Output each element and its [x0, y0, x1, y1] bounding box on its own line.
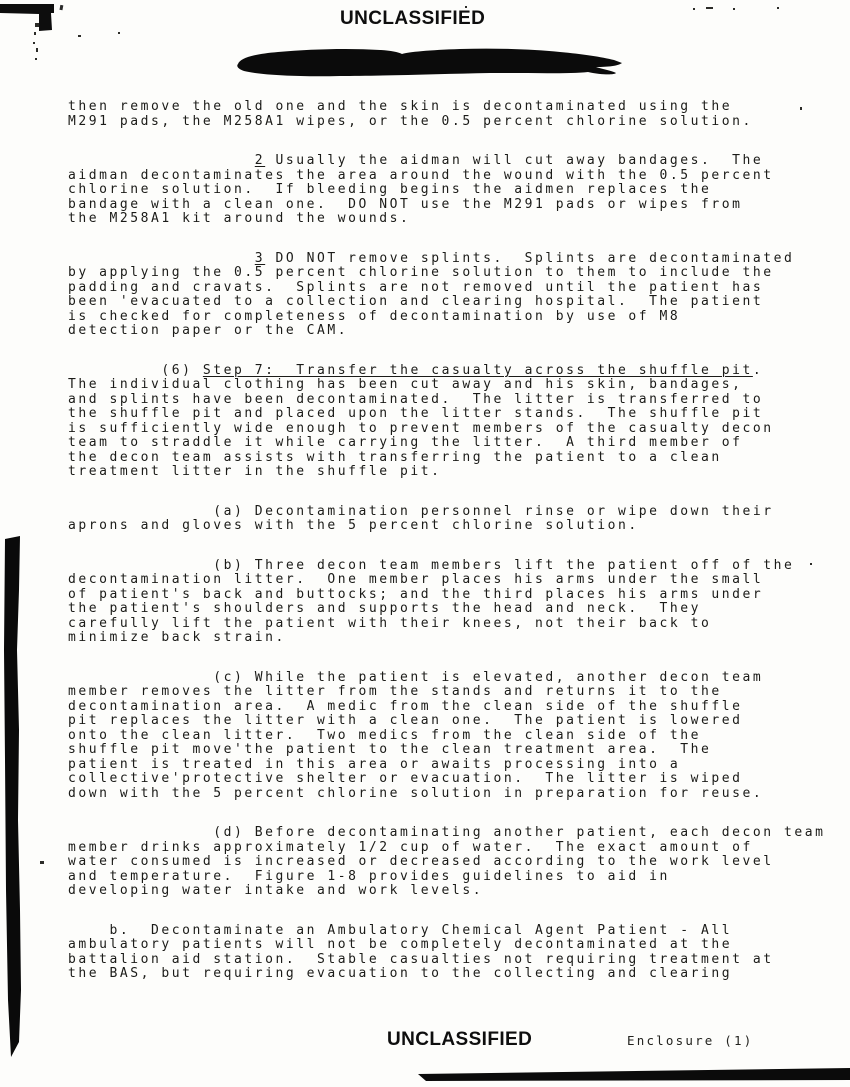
- text-segment: (6): [68, 362, 203, 378]
- text-line: [68, 841, 848, 856]
- text-segment: (b) Three decon team members lift the patient off of the: [68, 557, 795, 573]
- text-line: [68, 378, 848, 393]
- text-segment: b. Decontaminate an Ambulatory Chemical Agent Patient - All: [68, 922, 733, 938]
- text-segment: member removes the litter from the stands and returns it to the: [68, 684, 722, 699]
- text-line: [68, 967, 848, 982]
- text-line: [68, 631, 848, 646]
- text-line: [68, 281, 848, 296]
- text-segment: onto the clean litter. Two medics from the clean side of the: [68, 727, 701, 743]
- text-line: [68, 729, 848, 744]
- underlined-text: 2: [254, 153, 266, 168]
- paragraph: [68, 924, 848, 982]
- scan-speck: [35, 58, 37, 60]
- text-segment: is sufficiently wide enough to prevent members of the casualty decon: [68, 420, 774, 436]
- text-line: [68, 183, 848, 198]
- text-line: [68, 758, 848, 773]
- text-line: [68, 364, 848, 379]
- text-line: [68, 573, 848, 588]
- scan-speck: [777, 7, 779, 9]
- text-line: [68, 588, 848, 603]
- text-line: [68, 252, 848, 267]
- text-segment: shuffle pit move'the patient to the clean treatment area. The: [68, 742, 712, 757]
- text-segment: the shuffle pit and placed upon the litter stands. The shuffle pit: [68, 406, 764, 421]
- paragraph: [68, 559, 848, 646]
- scan-speck: [733, 8, 735, 10]
- text-line: [68, 826, 848, 841]
- text-line: [68, 393, 848, 408]
- paragraph: [68, 100, 848, 129]
- text-line: [68, 505, 848, 520]
- text-line: [68, 787, 848, 802]
- text-line: [68, 772, 848, 787]
- paragraph: [68, 671, 848, 802]
- text-line: [68, 100, 848, 115]
- text-segment: battalion aid station. Stable casualties not requiring treatment at: [68, 951, 774, 967]
- footer-classification-banner: UNCLASSIFIED: [387, 1029, 533, 1050]
- text-line: [68, 953, 848, 968]
- text-segment: decontamination litter. One member places his arms under the small: [68, 572, 764, 587]
- paragraph: [68, 505, 848, 534]
- text-segment: padding and cravats. Splints are not removed until the patient has: [68, 279, 764, 295]
- text-line: [68, 324, 848, 339]
- text-segment: aidman decontaminates the area around the wound with the 0.5 percent: [68, 167, 774, 183]
- text-line: [68, 295, 848, 310]
- text-segment: The individual clothing has been cut away and his skin, bandages,: [68, 377, 743, 392]
- underlined-text: 3: [254, 250, 266, 266]
- text-line: [68, 938, 848, 953]
- text-segment: and splints have been decontaminated. The litter is transferred to: [68, 391, 764, 407]
- text-line: [68, 884, 848, 899]
- text-line: [68, 700, 848, 715]
- text-segment: collective'protective shelter or evacuation. The litter is wiped: [68, 771, 743, 786]
- text-segment: then remove the old one and the skin is decontaminated using the: [68, 99, 733, 114]
- scan-speck: [35, 23, 39, 27]
- text-line: [68, 169, 848, 184]
- text-segment: is checked for completeness of decontamination by use of M8: [68, 308, 681, 324]
- text-segment: decontamination area. A medic from the clean side of the shuffle: [68, 698, 743, 714]
- paragraph: [68, 826, 848, 899]
- text-line: [68, 465, 848, 480]
- text-segment: by applying the 0.5 percent chlorine solution to them to include the: [68, 265, 774, 280]
- header-classification-banner: UNCLASSIFIED: [340, 8, 486, 29]
- text-line: [68, 559, 848, 574]
- text-line: [68, 870, 848, 885]
- text-segment: ambulatory patients will not be completely decontaminated at the: [68, 937, 733, 952]
- text-segment: [68, 153, 255, 168]
- text-segment: DO NOT remove splints. Splints are decontaminated: [265, 250, 795, 266]
- text-line: [68, 198, 848, 213]
- scan-speck: [33, 42, 35, 44]
- text-line: [68, 602, 848, 617]
- paragraph: [68, 154, 848, 227]
- text-segment: the BAS, but requiring evacuation to the collecting and clearing: [68, 966, 733, 981]
- text-segment: the patient's shoulders and supports the head and neck. They: [68, 601, 701, 616]
- text-line: [68, 407, 848, 422]
- text-segment: minimize back strain.: [68, 630, 286, 645]
- text-segment: chlorine solution. If bleeding begins the aidmen replaces the: [68, 182, 712, 197]
- enclosure-label: Enclosure (1): [627, 1033, 754, 1048]
- text-segment: patient is treated in this area or awaits processing into a: [68, 756, 681, 772]
- left-margin-scan-bar: [0, 530, 28, 1065]
- redaction-mark: [230, 44, 630, 84]
- text-line: [68, 685, 848, 700]
- scan-speck: [706, 7, 713, 9]
- text-segment: down with the 5 percent chlorine solution in preparation for reuse.: [68, 785, 764, 801]
- text-segment: .: [752, 362, 764, 378]
- text-segment: treatment litter in the shuffle pit.: [68, 464, 442, 479]
- text-segment: water consumed is increased or decreased according to the work level: [68, 854, 774, 869]
- underlined-text: Step 7: Transfer the casualty across the shuffle pit: [202, 362, 753, 378]
- text-segment: member drinks approximately 1/2 cup of water. The exact amount of: [68, 839, 753, 855]
- text-segment: been 'evacuated to a collection and clearing hospital. The patient: [68, 294, 764, 309]
- text-segment: team to straddle it while carrying the litter. A third member of: [68, 435, 743, 450]
- text-segment: detection paper or the CAM.: [68, 323, 349, 338]
- text-segment: (c) While the patient is elevated, another decon team: [68, 669, 764, 685]
- document-body: [68, 100, 848, 982]
- text-segment: pit replaces the litter with a clean one. The patient is lowered: [68, 713, 743, 728]
- text-line: [68, 436, 848, 451]
- text-line: [68, 617, 848, 632]
- text-segment: (a) Decontamination personnel rinse or wipe down their: [68, 503, 774, 519]
- scan-speck: [693, 8, 695, 10]
- bottom-edge-scan-bar: [410, 1064, 850, 1087]
- text-segment: the decon team assists with transferring the patient to a clean: [68, 449, 722, 465]
- text-line: [68, 266, 848, 281]
- text-segment: [68, 251, 255, 266]
- text-line: [68, 115, 848, 130]
- text-line: [68, 671, 848, 686]
- text-segment: of patient's back and buttocks; and the third places his arms under: [68, 586, 764, 602]
- text-segment: Usually the aidman will cut away bandages. The: [265, 153, 764, 168]
- scan-speck: [40, 861, 44, 864]
- text-segment: developing water intake and work levels.: [68, 883, 484, 898]
- text-line: [68, 310, 848, 325]
- text-segment: bandage with a clean one. DO NOT use the M291 pads or wipes from: [68, 196, 743, 212]
- text-line: [68, 154, 848, 169]
- text-segment: the M258A1 kit around the wounds.: [68, 211, 411, 226]
- scan-speck: [34, 32, 36, 35]
- text-segment: and temperature. Figure 1-8 provides guidelines to aid in: [68, 868, 670, 884]
- text-segment: carefully lift the patient with their knees, not their back to: [68, 615, 712, 631]
- text-line: [68, 714, 848, 729]
- text-line: [68, 743, 848, 758]
- paragraph: [68, 364, 848, 480]
- text-line: [68, 422, 848, 437]
- text-line: [68, 855, 848, 870]
- text-segment: M291 pads, the M258A1 wipes, or the 0.5 percent chlorine solution.: [68, 113, 753, 129]
- text-line: [68, 451, 848, 466]
- scan-speck: [36, 48, 38, 52]
- scan-speck: [78, 35, 81, 37]
- paragraph: [68, 252, 848, 339]
- text-line: [68, 212, 848, 227]
- text-segment: aprons and gloves with the 5 percent chlorine solution.: [68, 518, 639, 533]
- scan-speck: [118, 32, 120, 34]
- text-segment: (d) Before decontaminating another patient, each decon team: [68, 825, 826, 840]
- text-line: [68, 519, 848, 534]
- text-line: [68, 924, 848, 939]
